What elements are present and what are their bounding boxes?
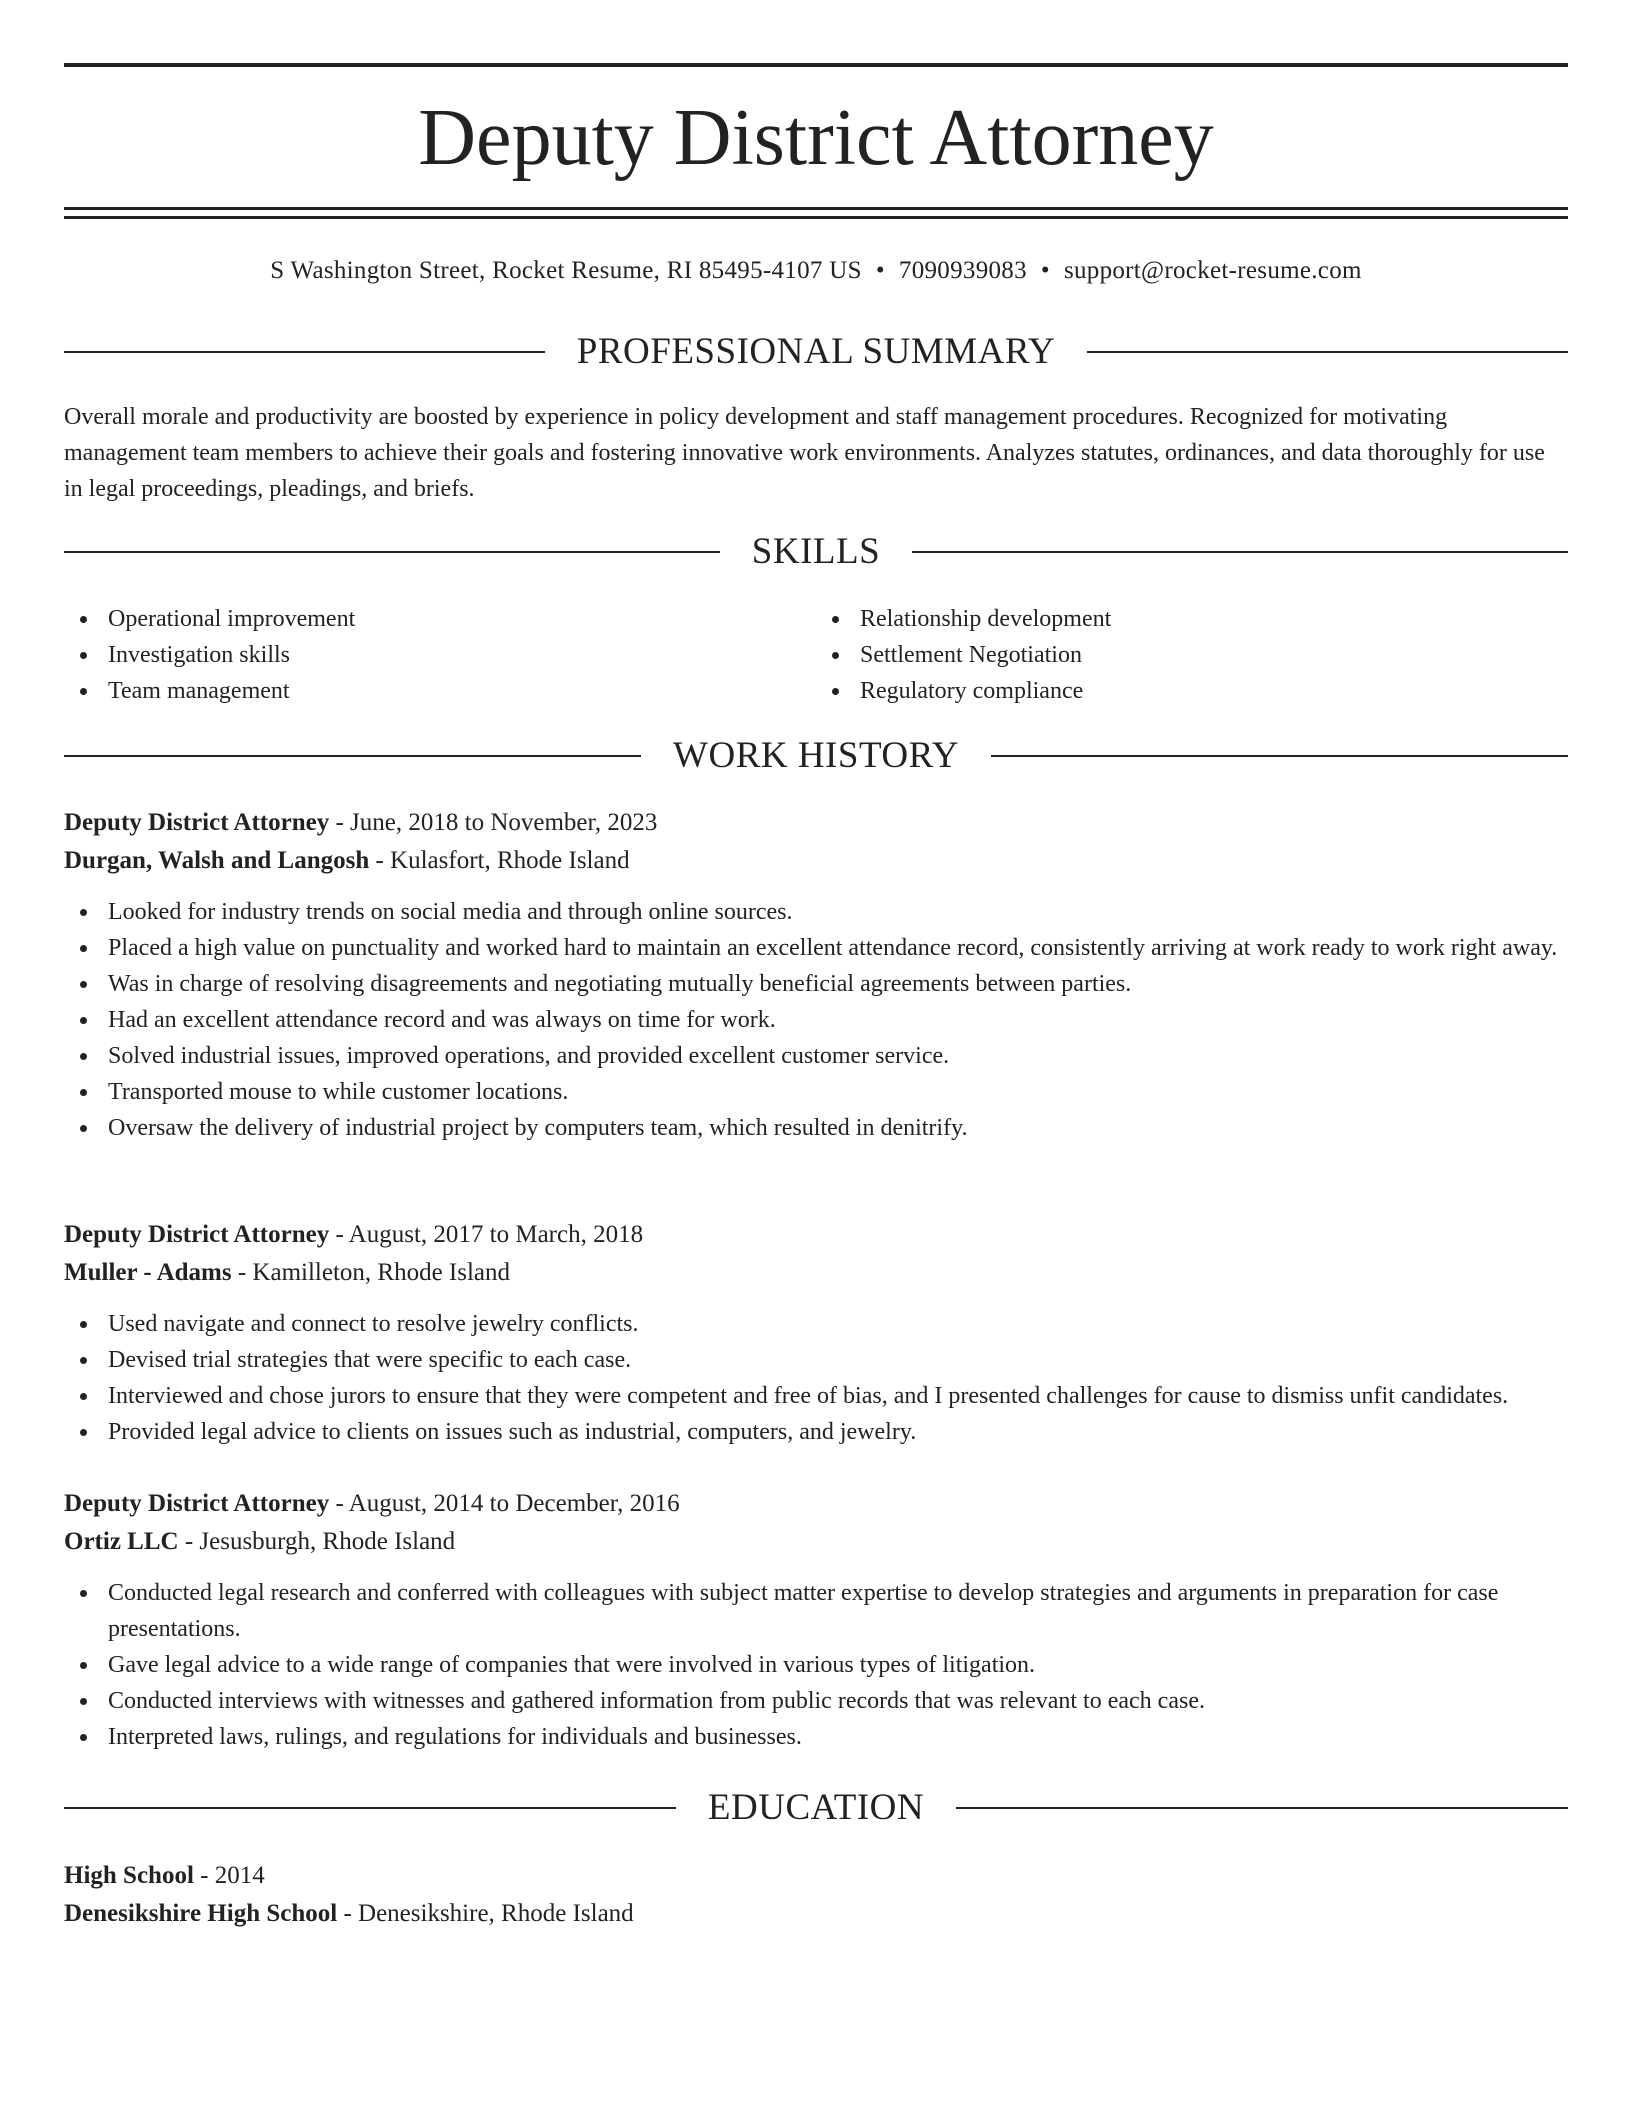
- job-location: - Jesusburgh, Rhode Island: [178, 1528, 456, 1555]
- job-company-line: [64, 1254, 1568, 1292]
- work-heading: [64, 734, 1568, 778]
- job-bullets: [64, 1306, 1568, 1450]
- education-degree-line: [64, 1857, 1568, 1895]
- job-title-line: [64, 804, 1568, 842]
- heading-rule: [912, 551, 1568, 553]
- job-bullets: [64, 1575, 1568, 1755]
- job-bullet: Conducted legal research and conferred with colleagues with subject matter expertise to develop strategies and arguments in preparation for case presentations.: [64, 1575, 1568, 1647]
- job-bullet: Looked for industry trends on social media and through online sources.: [64, 894, 1568, 930]
- education-school-line: [64, 1895, 1568, 1933]
- education-location: - Denesikshire, Rhode Island: [337, 1900, 634, 1927]
- job-bullet: Gave legal advice to a wide range of companies that were involved in various types of litigation.: [64, 1647, 1568, 1683]
- job-dates: - August, 2014 to December, 2016: [329, 1490, 680, 1517]
- work-heading-label: WORK HISTORY: [673, 735, 959, 776]
- contact-address: S Washington Street, Rocket Resume, RI 85495-4107 US: [270, 257, 862, 284]
- job-dates: - August, 2017 to March, 2018: [329, 1221, 644, 1248]
- education-entry: [64, 1857, 1568, 1933]
- job-bullet: Interpreted laws, rulings, and regulations for individuals and businesses.: [64, 1719, 1568, 1755]
- contact-phone: 7090939083: [898, 257, 1027, 284]
- skill-item: Regulatory compliance: [816, 673, 1568, 709]
- contact-line: [64, 254, 1568, 288]
- summary-heading-label: PROFESSIONAL SUMMARY: [576, 331, 1056, 372]
- contact-separator: •: [1040, 257, 1050, 284]
- skills-list: [64, 601, 1568, 709]
- heading-rule: [64, 351, 545, 353]
- skill-item: Operational improvement: [64, 601, 816, 637]
- job-location: - Kulasfort, Rhode Island: [369, 847, 630, 874]
- title-rule-lower: [64, 216, 1568, 219]
- summary-heading: [64, 330, 1568, 374]
- job-bullet: Conducted interviews with witnesses and gathered information from public records that was relevant to each case.: [64, 1683, 1568, 1719]
- education-heading-label: EDUCATION: [707, 1787, 925, 1828]
- job-bullet: Transported mouse to while customer locations.: [64, 1074, 1568, 1110]
- job-location: - Kamilleton, Rhode Island: [231, 1259, 511, 1286]
- contact-email[interactable]: support@rocket-resume.com: [1063, 257, 1362, 284]
- skill-item: Team management: [64, 673, 816, 709]
- job-bullet: Oversaw the delivery of industrial project by computers team, which resulted in denitrify.: [64, 1110, 1568, 1146]
- heading-rule: [956, 1807, 1568, 1809]
- job-bullet: Devised trial strategies that were specific to each case.: [64, 1342, 1568, 1378]
- heading-rule: [64, 755, 641, 757]
- heading-rule: [991, 755, 1568, 757]
- education-school: Denesikshire High School: [64, 1900, 338, 1927]
- job-title: Deputy District Attorney: [64, 1490, 330, 1517]
- job-company: Durgan, Walsh and Langosh: [64, 847, 370, 874]
- contact-separator: •: [875, 257, 885, 284]
- skill-item: Investigation skills: [64, 637, 816, 673]
- job-title-line: [64, 1216, 1568, 1254]
- top-rule: [64, 63, 1568, 67]
- job-bullet: Solved industrial issues, improved operations, and provided excellent customer service.: [64, 1038, 1568, 1074]
- skill-item: Relationship development: [816, 601, 1568, 637]
- job-entry: [64, 804, 1568, 1146]
- job-dates: - June, 2018 to November, 2023: [329, 809, 658, 836]
- job-bullet: Was in charge of resolving disagreements and negotiating mutually beneficial agreements between parties.: [64, 966, 1568, 1002]
- job-company-line: [64, 842, 1568, 880]
- title-rule-upper: [64, 207, 1568, 210]
- education-degree: High School: [64, 1862, 194, 1889]
- skills-column-left: [64, 601, 816, 709]
- job-title: Deputy District Attorney: [64, 809, 330, 836]
- skills-column-right: [816, 601, 1568, 709]
- job-bullet: Had an excellent attendance record and was always on time for work.: [64, 1002, 1568, 1038]
- education-year: - 2014: [193, 1862, 265, 1889]
- job-bullet: Placed a high value on punctuality and worked hard to maintain an excellent attendance record, consistently arriving at work ready to work right away.: [64, 930, 1568, 966]
- job-bullet: Used navigate and connect to resolve jewelry conflicts.: [64, 1306, 1568, 1342]
- job-bullet: Provided legal advice to clients on issues such as industrial, computers, and jewelry.: [64, 1414, 1568, 1450]
- job-bullet: Interviewed and chose jurors to ensure that they were competent and free of bias, and I presented challenges for cause to dismiss unfit candidates.: [64, 1378, 1568, 1414]
- page-title: Deputy District Attorney: [418, 94, 1214, 182]
- heading-rule: [64, 1807, 676, 1809]
- skills-heading: [64, 530, 1568, 574]
- heading-rule: [64, 551, 720, 553]
- job-entry: [64, 1216, 1568, 1450]
- job-entry: [64, 1485, 1568, 1755]
- job-bullets: [64, 894, 1568, 1146]
- heading-rule: [1087, 351, 1568, 353]
- skills-heading-label: SKILLS: [751, 531, 881, 572]
- education-heading: [64, 1786, 1568, 1830]
- job-company-line: [64, 1523, 1568, 1561]
- job-company: Muller - Adams: [64, 1259, 232, 1286]
- job-company: Ortiz LLC: [64, 1528, 179, 1555]
- summary-text: Overall morale and productivity are boosted by experience in policy development and staff management procedures. Recognized for motivating management team members to achieve their goals and fostering innovative work environments. Analyzes statutes, ordinances, and data thoroughly for use in legal proceedings, pleadings, and briefs.: [64, 404, 1545, 502]
- job-title: Deputy District Attorney: [64, 1221, 330, 1248]
- skill-item: Settlement Negotiation: [816, 637, 1568, 673]
- job-title-line: [64, 1485, 1568, 1523]
